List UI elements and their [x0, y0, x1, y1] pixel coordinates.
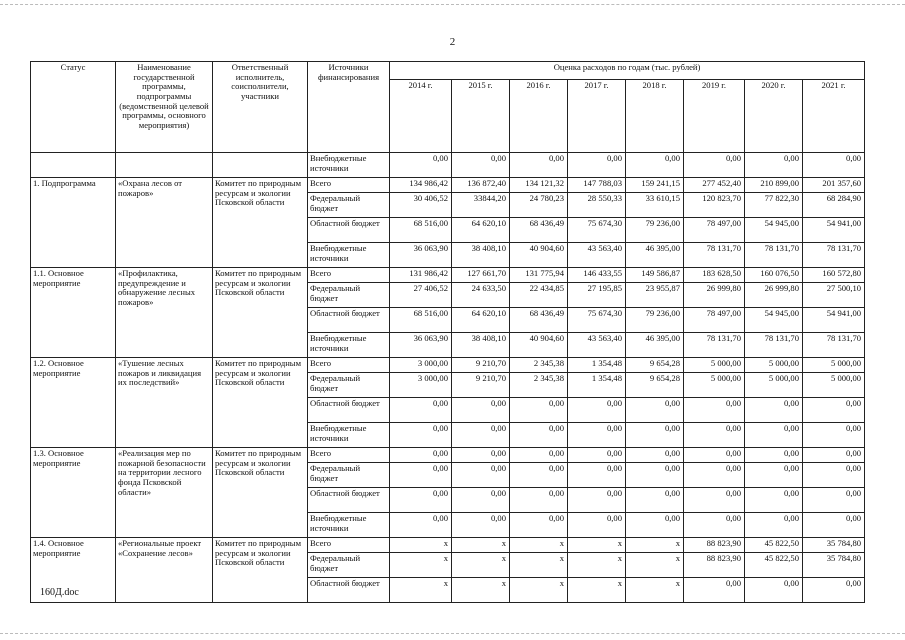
- source-cell: Внебюджетные источники: [308, 333, 390, 358]
- source-cell: Федеральный бюджет: [308, 193, 390, 218]
- value-cell: 0,00: [568, 153, 626, 178]
- value-cell: 23 955,87: [626, 283, 684, 308]
- value-cell: 78 131,70: [684, 243, 745, 268]
- value-cell: 77 822,30: [745, 193, 803, 218]
- value-cell: 33 610,15: [626, 193, 684, 218]
- value-cell: 78 131,70: [745, 333, 803, 358]
- scan-top-edge: [0, 4, 905, 5]
- value-cell: 0,00: [684, 398, 745, 423]
- value-cell: 40 904,60: [510, 243, 568, 268]
- value-cell: 0,00: [626, 153, 684, 178]
- value-cell: 0,00: [745, 463, 803, 488]
- table-row: [31, 153, 865, 178]
- status-cell: 1.4. Основное мероприятие: [31, 538, 116, 603]
- value-cell: x: [510, 553, 568, 578]
- value-cell: 0,00: [745, 153, 803, 178]
- value-cell: 54 941,00: [803, 308, 865, 333]
- header-program-name: Наименование государственной программы, подпрограммы (ведомственной целевой программы, основного мероприятия): [116, 62, 213, 153]
- value-cell: 88 823,90: [684, 538, 745, 553]
- value-cell: 26 999,80: [684, 283, 745, 308]
- value-cell: 131 775,94: [510, 268, 568, 283]
- value-cell: 0,00: [452, 153, 510, 178]
- value-cell: x: [568, 578, 626, 603]
- header-year: 2021 г.: [803, 80, 865, 153]
- value-cell: 78 497,00: [684, 308, 745, 333]
- page-number: 2: [449, 36, 456, 48]
- value-cell: 0,00: [803, 153, 865, 178]
- header-executor: Ответственный исполнитель, соисполнители, участники: [213, 62, 308, 153]
- value-cell: 27 406,52: [390, 283, 452, 308]
- value-cell: 0,00: [452, 398, 510, 423]
- source-cell: Всего: [308, 358, 390, 373]
- value-cell: 0,00: [510, 463, 568, 488]
- value-cell: 5 000,00: [803, 373, 865, 398]
- value-cell: 33844,20: [452, 193, 510, 218]
- value-cell: 277 452,40: [684, 178, 745, 193]
- value-cell: 68 516,00: [390, 218, 452, 243]
- program-name-cell: «Охрана лесов от пожаров»: [116, 178, 213, 268]
- value-cell: 40 904,60: [510, 333, 568, 358]
- value-cell: 68 436,49: [510, 308, 568, 333]
- source-cell: Областной бюджет: [308, 488, 390, 513]
- value-cell: 201 357,60: [803, 178, 865, 193]
- value-cell: 0,00: [803, 398, 865, 423]
- value-cell: x: [626, 538, 684, 553]
- value-cell: 0,00: [390, 398, 452, 423]
- value-cell: 3 000,00: [390, 358, 452, 373]
- empty-cell: [116, 153, 213, 178]
- value-cell: 78 131,70: [684, 333, 745, 358]
- value-cell: 68 284,90: [803, 193, 865, 218]
- value-cell: 5 000,00: [684, 373, 745, 398]
- value-cell: 183 628,50: [684, 268, 745, 283]
- value-cell: 27 500,10: [803, 283, 865, 308]
- value-cell: x: [390, 553, 452, 578]
- value-cell: 0,00: [745, 448, 803, 463]
- value-cell: 0,00: [452, 448, 510, 463]
- value-cell: 9 654,28: [626, 373, 684, 398]
- value-cell: 78 131,70: [745, 243, 803, 268]
- value-cell: 35 784,80: [803, 553, 865, 578]
- status-cell: 1.1. Основное мероприятие: [31, 268, 116, 358]
- value-cell: 24 780,23: [510, 193, 568, 218]
- value-cell: 9 210,70: [452, 358, 510, 373]
- value-cell: 0,00: [510, 513, 568, 538]
- value-cell: 2 345,38: [510, 373, 568, 398]
- value-cell: 0,00: [568, 398, 626, 423]
- table-row: [31, 538, 865, 553]
- header-status: Статус: [31, 62, 116, 153]
- source-cell: Всего: [308, 178, 390, 193]
- source-cell: Внебюджетные источники: [308, 243, 390, 268]
- empty-cell: [31, 153, 116, 178]
- value-cell: 75 674,30: [568, 308, 626, 333]
- executor-cell: Комитет по природным ресурсам и экологии Псковской области: [213, 268, 308, 358]
- value-cell: 5 000,00: [745, 373, 803, 398]
- value-cell: 36 063,90: [390, 243, 452, 268]
- value-cell: 36 063,90: [390, 333, 452, 358]
- value-cell: 35 784,80: [803, 538, 865, 553]
- value-cell: 0,00: [568, 463, 626, 488]
- value-cell: 78 131,70: [803, 333, 865, 358]
- value-cell: 0,00: [452, 488, 510, 513]
- header-year: 2020 г.: [745, 80, 803, 153]
- value-cell: x: [626, 553, 684, 578]
- value-cell: 0,00: [684, 423, 745, 448]
- value-cell: 0,00: [568, 423, 626, 448]
- value-cell: 0,00: [803, 423, 865, 448]
- value-cell: 54 945,00: [745, 308, 803, 333]
- value-cell: 45 822,50: [745, 538, 803, 553]
- value-cell: 75 674,30: [568, 218, 626, 243]
- table-row: [31, 448, 865, 463]
- source-cell: Областной бюджет: [308, 398, 390, 423]
- value-cell: 79 236,00: [626, 308, 684, 333]
- footer-filename: 160Д.doc: [40, 587, 79, 598]
- program-name-cell: «Тушение лесных пожаров и ликвидация их последствий»: [116, 358, 213, 448]
- value-cell: 0,00: [390, 448, 452, 463]
- value-cell: 0,00: [510, 448, 568, 463]
- value-cell: 0,00: [390, 423, 452, 448]
- value-cell: 1 354,48: [568, 358, 626, 373]
- source-cell: Федеральный бюджет: [308, 463, 390, 488]
- value-cell: 78 131,70: [803, 243, 865, 268]
- header-year: 2018 г.: [626, 80, 684, 153]
- value-cell: x: [626, 578, 684, 603]
- value-cell: 0,00: [510, 398, 568, 423]
- value-cell: 0,00: [626, 488, 684, 513]
- executor-cell: Комитет по природным ресурсам и экологии Псковской области: [213, 178, 308, 268]
- value-cell: 0,00: [626, 398, 684, 423]
- value-cell: x: [390, 578, 452, 603]
- value-cell: 0,00: [568, 513, 626, 538]
- value-cell: 127 661,70: [452, 268, 510, 283]
- value-cell: 0,00: [568, 488, 626, 513]
- value-cell: 0,00: [684, 153, 745, 178]
- table-row: [31, 268, 865, 283]
- value-cell: 0,00: [684, 488, 745, 513]
- header-year: 2015 г.: [452, 80, 510, 153]
- value-cell: 136 872,40: [452, 178, 510, 193]
- value-cell: 26 999,80: [745, 283, 803, 308]
- value-cell: 159 241,15: [626, 178, 684, 193]
- table-row: [31, 178, 865, 193]
- scan-bottom-edge: [0, 633, 905, 634]
- value-cell: 0,00: [390, 513, 452, 538]
- value-cell: 24 633,50: [452, 283, 510, 308]
- value-cell: 0,00: [390, 153, 452, 178]
- executor-cell: Комитет по природным ресурсам и экологии Псковской области: [213, 538, 308, 603]
- value-cell: 0,00: [684, 448, 745, 463]
- value-cell: 9 654,28: [626, 358, 684, 373]
- value-cell: 0,00: [626, 513, 684, 538]
- value-cell: 120 823,70: [684, 193, 745, 218]
- value-cell: 0,00: [803, 463, 865, 488]
- program-name-cell: «Профилактика, предупреждение и обнаружение лесных пожаров»: [116, 268, 213, 358]
- value-cell: 43 563,40: [568, 243, 626, 268]
- value-cell: x: [390, 538, 452, 553]
- value-cell: 0,00: [390, 488, 452, 513]
- value-cell: 0,00: [510, 488, 568, 513]
- value-cell: x: [568, 553, 626, 578]
- value-cell: 160 076,50: [745, 268, 803, 283]
- executor-cell: Комитет по природным ресурсам и экологии Псковской области: [213, 358, 308, 448]
- source-cell: Областной бюджет: [308, 578, 390, 603]
- value-cell: x: [510, 538, 568, 553]
- value-cell: 54 941,00: [803, 218, 865, 243]
- budget-table: [30, 61, 865, 603]
- header-estimate: Оценка расходов по годам (тыс. рублей): [390, 62, 865, 80]
- value-cell: 0,00: [803, 488, 865, 513]
- value-cell: 0,00: [626, 463, 684, 488]
- value-cell: 0,00: [745, 423, 803, 448]
- value-cell: 146 433,55: [568, 268, 626, 283]
- source-cell: Областной бюджет: [308, 218, 390, 243]
- value-cell: 0,00: [510, 423, 568, 448]
- value-cell: 28 550,33: [568, 193, 626, 218]
- value-cell: 38 408,10: [452, 333, 510, 358]
- value-cell: 147 788,03: [568, 178, 626, 193]
- source-cell: Федеральный бюджет: [308, 283, 390, 308]
- empty-cell: [213, 153, 308, 178]
- value-cell: 79 236,00: [626, 218, 684, 243]
- status-cell: 1.2. Основное мероприятие: [31, 358, 116, 448]
- value-cell: 30 406,52: [390, 193, 452, 218]
- value-cell: 22 434,85: [510, 283, 568, 308]
- value-cell: x: [452, 553, 510, 578]
- value-cell: x: [568, 538, 626, 553]
- value-cell: 0,00: [626, 423, 684, 448]
- value-cell: 2 345,38: [510, 358, 568, 373]
- value-cell: 0,00: [452, 463, 510, 488]
- value-cell: 0,00: [803, 513, 865, 538]
- value-cell: x: [452, 538, 510, 553]
- header-sources: Источники финансирования: [308, 62, 390, 153]
- source-cell: Внебюджетные источники: [308, 423, 390, 448]
- value-cell: 0,00: [684, 578, 745, 603]
- value-cell: 46 395,00: [626, 243, 684, 268]
- value-cell: 5 000,00: [745, 358, 803, 373]
- value-cell: 149 586,87: [626, 268, 684, 283]
- value-cell: 0,00: [684, 513, 745, 538]
- value-cell: 5 000,00: [684, 358, 745, 373]
- value-cell: 0,00: [803, 448, 865, 463]
- source-cell: Федеральный бюджет: [308, 553, 390, 578]
- value-cell: 9 210,70: [452, 373, 510, 398]
- value-cell: 0,00: [390, 463, 452, 488]
- value-cell: 78 497,00: [684, 218, 745, 243]
- value-cell: 0,00: [745, 513, 803, 538]
- executor-cell: Комитет по природным ресурсам и экологии Псковской области: [213, 448, 308, 538]
- status-cell: 1. Подпрограмма: [31, 178, 116, 268]
- value-cell: 38 408,10: [452, 243, 510, 268]
- value-cell: 5 000,00: [803, 358, 865, 373]
- value-cell: 134 121,32: [510, 178, 568, 193]
- program-name-cell: «Региональные проект «Сохранение лесов»: [116, 538, 213, 603]
- value-cell: 68 516,00: [390, 308, 452, 333]
- value-cell: 0,00: [745, 578, 803, 603]
- value-cell: 68 436,49: [510, 218, 568, 243]
- value-cell: 0,00: [510, 153, 568, 178]
- value-cell: 0,00: [684, 463, 745, 488]
- value-cell: 131 986,42: [390, 268, 452, 283]
- value-cell: 46 395,00: [626, 333, 684, 358]
- source-cell: Всего: [308, 448, 390, 463]
- value-cell: 45 822,50: [745, 553, 803, 578]
- value-cell: 0,00: [452, 513, 510, 538]
- source-cell: Федеральный бюджет: [308, 373, 390, 398]
- header-year: 2014 г.: [390, 80, 452, 153]
- value-cell: x: [510, 578, 568, 603]
- value-cell: 43 563,40: [568, 333, 626, 358]
- source-cell: Областной бюджет: [308, 308, 390, 333]
- value-cell: 1 354,48: [568, 373, 626, 398]
- header-year: 2016 г.: [510, 80, 568, 153]
- value-cell: 0,00: [745, 398, 803, 423]
- value-cell: 0,00: [745, 488, 803, 513]
- value-cell: 3 000,00: [390, 373, 452, 398]
- value-cell: 64 620,10: [452, 308, 510, 333]
- source-cell: Внебюджетные источники: [308, 153, 390, 178]
- value-cell: 0,00: [803, 578, 865, 603]
- value-cell: 54 945,00: [745, 218, 803, 243]
- value-cell: 27 195,85: [568, 283, 626, 308]
- value-cell: 0,00: [626, 448, 684, 463]
- value-cell: 134 986,42: [390, 178, 452, 193]
- header-year: 2017 г.: [568, 80, 626, 153]
- header-year: 2019 г.: [684, 80, 745, 153]
- value-cell: 0,00: [568, 448, 626, 463]
- value-cell: 210 899,00: [745, 178, 803, 193]
- value-cell: 88 823,90: [684, 553, 745, 578]
- value-cell: x: [452, 578, 510, 603]
- value-cell: 0,00: [452, 423, 510, 448]
- table-row: [31, 358, 865, 373]
- program-name-cell: «Реализация мер по пожарной безопасности на территории лесного фонда Псковской области»: [116, 448, 213, 538]
- source-cell: Всего: [308, 538, 390, 553]
- source-cell: Всего: [308, 268, 390, 283]
- value-cell: 160 572,80: [803, 268, 865, 283]
- status-cell: 1.3. Основное мероприятие: [31, 448, 116, 538]
- value-cell: 64 620,10: [452, 218, 510, 243]
- source-cell: Внебюджетные источники: [308, 513, 390, 538]
